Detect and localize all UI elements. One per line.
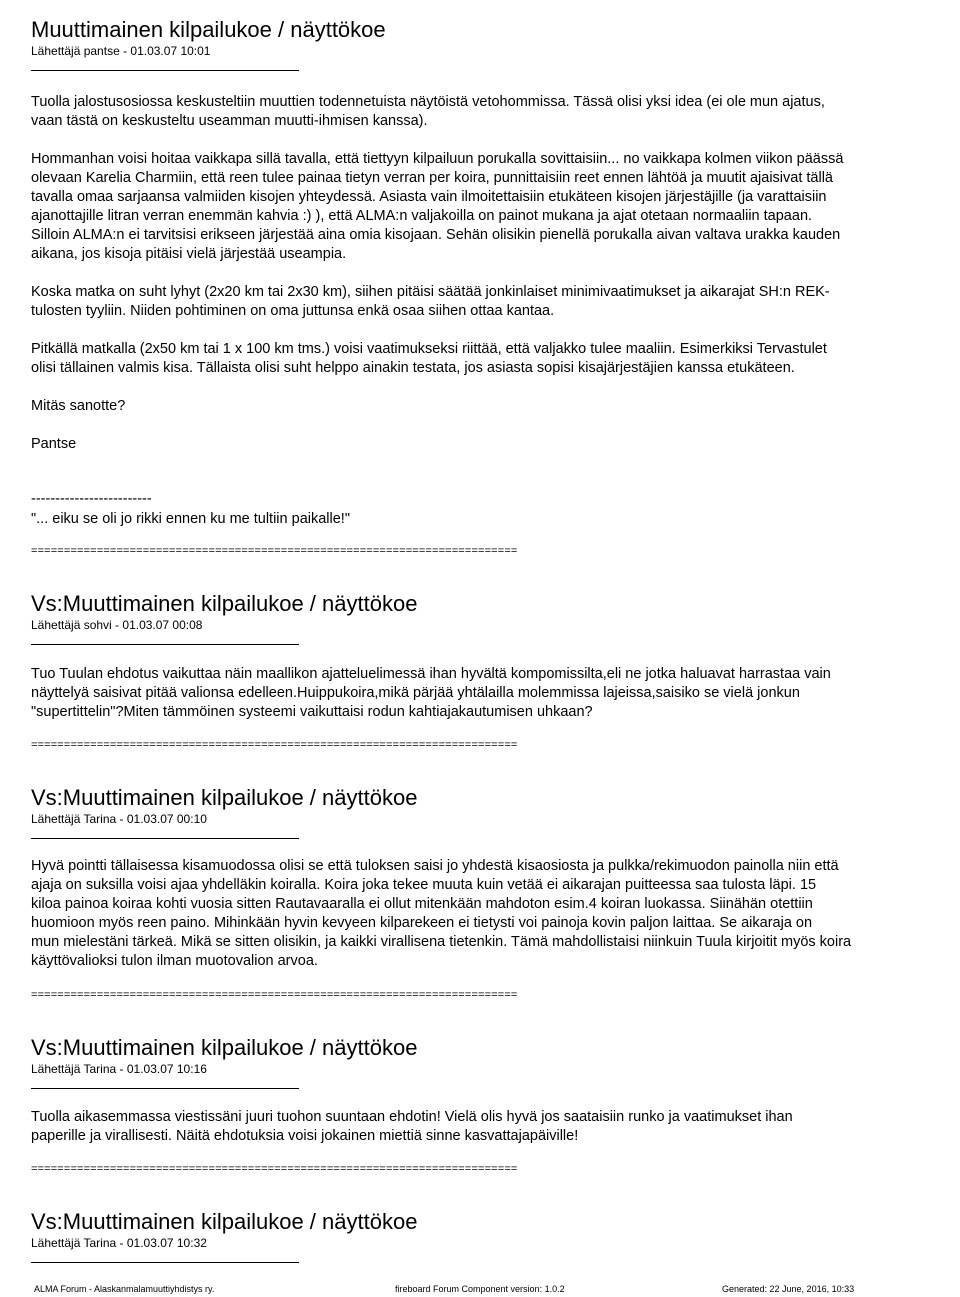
post-rule	[31, 838, 299, 839]
post-body-line: vaan tästä on keskusteltu useamman muutti-ihmisen kanssa).	[31, 113, 428, 129]
post-body-line: Hyvä pointti tällaisessa kisamuodossa olisi se että tuloksen saisi jo yhdestä kisaosiosta ja pulkka/rekimuodon painolla niin että	[31, 858, 839, 874]
footer-generated-date: Generated: 22 June, 2016, 10:33	[722, 1284, 855, 1294]
post-meta: Lähettäjä Tarina - 01.03.07 10:32	[31, 1236, 207, 1250]
post-body-line: Mitäs sanotte?	[31, 398, 126, 414]
post-meta: Lähettäjä sohvi - 01.03.07 00:08	[31, 618, 203, 632]
post-body-line: käyttövalioksi tulon ilman muotovalion arvoa.	[31, 953, 318, 969]
post-body	[31, 665, 960, 722]
post-meta: Lähettäjä pantse - 01.03.07 10:01	[31, 44, 211, 58]
post-meta: Lähettäjä Tarina - 01.03.07 00:10	[31, 812, 207, 826]
post-body-line: Hommanhan voisi hoitaa vaikkapa sillä tavalla, että tiettyyn kilpailuun porukalla sovittaisiin... no vaikkapa kolmen viikon päässä	[31, 151, 844, 167]
footer-component-version: fireboard Forum Component version: 1.0.2	[395, 1284, 565, 1294]
post-body	[31, 1108, 960, 1146]
post-body-line: Pitkällä matkalla (2x50 km tai 1 x 100 km tms.) voisi vaatimukseksi riittää, että valjakko tulee maaliin. Esimerkiksi Tervastulet	[31, 341, 827, 357]
post-divider: ==========================================================================	[31, 545, 518, 557]
post-rule	[31, 1262, 299, 1263]
post-body-line: mun mielestäni tärkeä. Mikä se sitten olisikin, ja kaikki virallisena tietenkin. Tämä mahdollistaisi niinkuin Tuula kirjoitit myös koira	[31, 934, 852, 950]
signature-text: "... eiku se oli jo rikki ennen ku me tultiin paikalle!"	[31, 511, 350, 527]
footer-site-name: ALMA Forum - Alaskanmalamuuttiyhdistys ry.	[34, 1284, 215, 1294]
signature-separator: -------------------------	[31, 491, 152, 507]
forum-post	[31, 18, 960, 71]
post-body-line: Tuolla aikasemmassa viestissäni juuri tuohon suuntaan ehdotin! Vielä olis hyvä jos saataisiin runko ja vaatimukset ihan	[31, 1109, 793, 1125]
post-body-line: Koska matka on suht lyhyt (2x20 km tai 2x30 km), siihen pitäisi säätää jonkinlaiset minimivaatimukset ja aikarajat SH:n REK-	[31, 284, 830, 300]
post-body-line	[31, 131, 960, 150]
post-body-line: paperille ja virallisesti. Näitä ehdotuksia voisi jokainen miettiä sinne kasvattajapäiville!	[31, 1128, 579, 1144]
post-rule	[31, 644, 299, 645]
post-body-line: ajaja on suksilla voisi ajaa yhdelläkin koiralla. Koira joka tekee muuta kuin vetää ei aikarajan puitteessa saa tulosta läpi. 15	[31, 877, 817, 893]
post-body-line	[31, 321, 960, 340]
post-title: Muuttimainen kilpailukoe / näyttökoe	[31, 17, 386, 42]
post-body-line: "supertittelin"?Miten tämmöinen systeemi vaikuttaisi rodun kahtiajakautumisen uhkaan?	[31, 704, 593, 720]
post-body-line: näyttelyä saisivat pitää valionsa edelleen.Huippukoira,mikä pärjää yhtälailla molemmissa lajeissa,saisiko se vielä jonkun	[31, 685, 800, 701]
post-body-line: olisi tällainen valmis kisa. Tällaista olisi suht helppo ainakin testata, jos asiasta sopisi kisajärjestäjien kanssa etukäteen.	[31, 360, 795, 376]
forum-post	[31, 786, 960, 839]
post-divider: ==========================================================================	[31, 989, 518, 1001]
post-title: Vs:Muuttimainen kilpailukoe / näyttökoe	[31, 591, 418, 616]
post-body-line	[31, 378, 960, 397]
post-divider: ==========================================================================	[31, 739, 518, 751]
post-title: Vs:Muuttimainen kilpailukoe / näyttökoe	[31, 1209, 418, 1234]
post-divider: ==========================================================================	[31, 1163, 518, 1175]
post-rule	[31, 70, 299, 71]
post-title: Vs:Muuttimainen kilpailukoe / näyttökoe	[31, 1035, 418, 1060]
post-body-line: tulosten tyyliin. Niiden pohtiminen on oma juttunsa enkä osaa siihen ottaa kantaa.	[31, 303, 555, 319]
post-body-line: Silloin ALMA:n ei tarvitsisi erikseen järjestää aina omia kisojaan. Sehän olisikin pienellä porukalla aivan valtava urakka kauden	[31, 227, 841, 243]
post-body-line: Pantse	[31, 436, 77, 452]
post-body-line: Tuo Tuulan ehdotus vaikuttaa näin maallikon ajatteluelimessä ihan hyvältä kompomissilta,eli ne jotka haluavat harrastaa vain	[31, 666, 831, 682]
post-rule	[31, 1088, 299, 1089]
post-body	[31, 857, 960, 971]
post-title: Vs:Muuttimainen kilpailukoe / näyttökoe	[31, 785, 418, 810]
forum-post	[31, 1210, 960, 1263]
forum-post	[31, 592, 960, 645]
post-body-line	[31, 416, 960, 435]
post-body-line	[31, 264, 960, 283]
post-body-line: ajanottajille litran verran enemmän kahvia :) ), että ALMA:n valjakoilla on painot mukana ja ajat otetaan normaaliin tapaan.	[31, 208, 813, 224]
post-body-line: kiloa painoa koiraa kohti vuosia sitten Rautavaaralla ei ollut mitenkään mahdoton esim.4 koiran luokassa. Siinähän otettiin	[31, 896, 813, 912]
forum-post	[31, 1036, 960, 1089]
post-body-line: aikana, jos kisoja pitäisi vielä järjestää useampia.	[31, 246, 347, 262]
post-body-line: huomioon myös reen paino. Mihinkään hyvin kevyeen kilparekeen ei tietysti voi painoja kovin paljon laittaa. Se aikaraja on	[31, 915, 813, 931]
post-body-line: tavalla omaa sarjaansa valmiiden kisojen yhteydessä. Asiasta vain ilmoitettaisiin etukäteen kisojen järjestäjille (ja varattaisiin	[31, 189, 827, 205]
post-body	[31, 93, 960, 454]
post-meta: Lähettäjä Tarina - 01.03.07 10:16	[31, 1062, 207, 1076]
post-body-line: olevaan Karelia Charmiin, että reen tulee painaa tietyn verran per koira, punnittaisiin reet ennen lähtöä ja muutit ajaisivat tällä	[31, 170, 833, 186]
post-body-line: Tuolla jalostusosiossa keskusteltiin muuttien todennetuista näytöistä vetohommissa. Tässä olisi yksi idea (ei ole mun ajatus,	[31, 94, 825, 110]
